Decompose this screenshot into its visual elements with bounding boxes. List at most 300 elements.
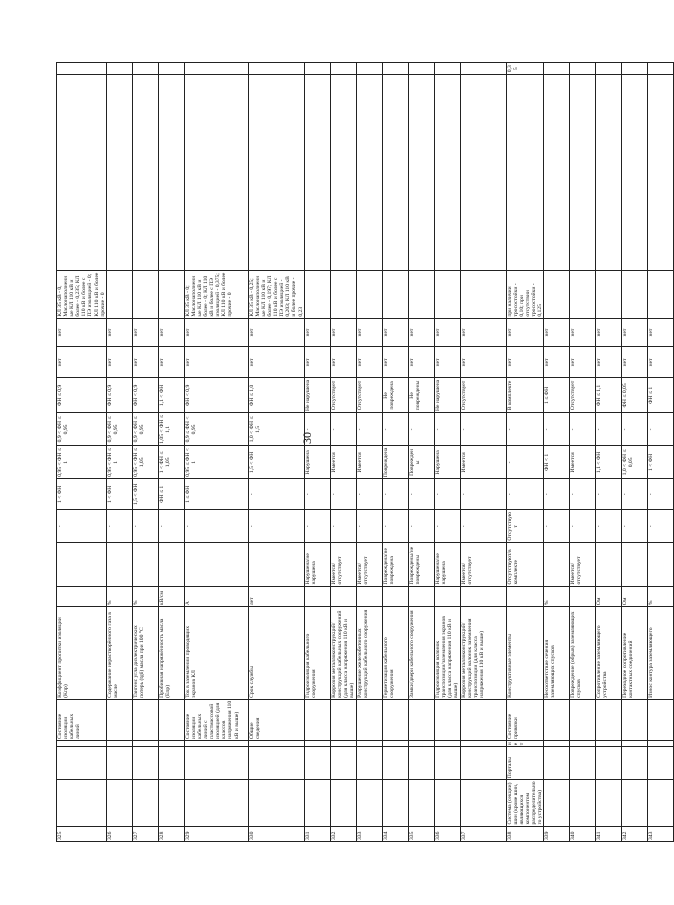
- cell-c3: [106, 741, 132, 747]
- cell-c10: Имеется: [570, 446, 596, 479]
- cell-c7: [158, 543, 184, 586]
- cell-n: 326: [106, 826, 132, 841]
- cell-c14: нет: [570, 318, 596, 347]
- cell-c2: [648, 747, 674, 780]
- cell-c4: [596, 699, 622, 740]
- cell-c8: -: [57, 510, 107, 543]
- cell-c1: [408, 780, 434, 826]
- cell-c2: [570, 747, 596, 780]
- cell-c4: Состояние изоляции кабельных линий: [57, 699, 107, 740]
- cell-c7: Повреждена/не повреждена: [382, 543, 408, 586]
- cell-c15: при наличии тросостойки - 0,10; при отсутствии тросостойки - 0,125: [506, 271, 544, 318]
- cell-c2: [622, 747, 648, 780]
- cell-c11: -: [544, 413, 570, 446]
- cell-n: 330: [248, 826, 304, 841]
- cell-c7: [184, 543, 248, 586]
- cell-c1: [356, 780, 382, 826]
- cell-c16: [132, 75, 158, 271]
- cell-c12: ФН ≤ 0,9: [57, 378, 107, 413]
- cell-c15: [158, 271, 184, 318]
- cell-c12: ФН ≤ 1,0: [248, 378, 304, 413]
- cell-c11: -: [434, 413, 460, 446]
- cell-c11: -: [506, 413, 544, 446]
- cell-c15: [434, 271, 460, 318]
- cell-c17: [106, 63, 132, 76]
- table-body: [57, 63, 674, 842]
- cell-c11: 0,9 ≤ ФН < 0,95: [184, 413, 248, 446]
- cell-c16: [184, 75, 248, 271]
- cell-c16: [382, 75, 408, 271]
- cell-c14: нет: [132, 318, 158, 347]
- cell-c5: Замки/двери кабельного сооружения: [408, 607, 434, 700]
- cell-c5: Гидроизоляция колонок транспозиции/заземления экранов (для класса напряжения 110 кВ и выше): [434, 607, 460, 700]
- cell-c17: [648, 63, 674, 76]
- cell-c11: -: [304, 413, 330, 446]
- cell-c9: -: [596, 479, 622, 510]
- cell-c5: Коэффициент пропитки изоляции (Kпр): [57, 607, 107, 700]
- cell-c11: -: [330, 413, 356, 446]
- cell-c16: [57, 75, 107, 271]
- cell-c2: [132, 747, 158, 780]
- cell-c8: -: [106, 510, 132, 543]
- cell-c11: 1,05 < ФН ≤ 1,1: [158, 413, 184, 446]
- cell-c7: [648, 543, 674, 586]
- cell-c17: [460, 63, 506, 76]
- cell-c17: [408, 63, 434, 76]
- cell-c16: [544, 75, 570, 271]
- cell-c17: [248, 63, 304, 76]
- cell-c12: ФН ≤ 1: [648, 378, 674, 413]
- cell-c15: КЛ 35 кВ - 0,25; Маслонаполненные КЛ 110 кВ и более - 0,197; КЛ 110 кВ и более с ПЭ изоляцией - 0,203; КЛ 110 кВ и более прочие - 0,23: [248, 271, 304, 318]
- cell-c3: [184, 741, 248, 747]
- cell-c4: [434, 699, 460, 740]
- cell-c16: [570, 75, 596, 271]
- cell-c11: -: [382, 413, 408, 446]
- cell-c2: [184, 747, 248, 780]
- cell-c1: [460, 780, 506, 826]
- cell-c5: Коррозия металлоконструкций/конструкций колонок заземления транспозиции (для класса напряжения 110 кВ и выше): [460, 607, 506, 700]
- cell-c3: [304, 741, 330, 747]
- cell-c10: 1,0 < ФН ≤ 0,05: [622, 446, 648, 479]
- cell-c13: нет: [460, 347, 506, 378]
- cell-c1: [544, 780, 570, 826]
- cell-c8: -: [132, 510, 158, 543]
- cell-c2: [158, 747, 184, 780]
- cell-c16: [596, 75, 622, 271]
- cell-c8: -: [570, 510, 596, 543]
- cell-c9: -: [330, 479, 356, 510]
- cell-c14: нет: [408, 318, 434, 347]
- cell-c11: -: [570, 413, 596, 446]
- cell-n: 342: [622, 826, 648, 841]
- table-row: [434, 63, 460, 842]
- cell-c15: [132, 271, 158, 318]
- cell-c10: 1 < ФН ≤ 1,05: [158, 446, 184, 479]
- cell-n: 343: [648, 826, 674, 841]
- cell-n: 341: [596, 826, 622, 841]
- cell-c15: [330, 271, 356, 318]
- cell-c3: [132, 741, 158, 747]
- cell-c13: нет: [506, 347, 544, 378]
- cell-c13: нет: [356, 347, 382, 378]
- cell-c1: [248, 780, 304, 826]
- cell-c5: Гидроизоляция кабельного сооружения: [304, 607, 330, 700]
- cell-c16: [506, 75, 544, 271]
- cell-c5: Переходное сопротивление контактных соединений: [622, 607, 648, 700]
- cell-c3: нет: [506, 741, 544, 747]
- cell-c15: КЛ 35 кВ - 0, Маслонаполненные КЛ 110 кВ и более - 0,235; КЛ 110 кВ и более с ПЭ изоляцией - 0; КЛ 110 кВ и более прочие - 0: [57, 272, 106, 317]
- cell-c9: -: [622, 479, 648, 510]
- cell-c8: -: [460, 510, 506, 543]
- cell-c16: [158, 75, 184, 271]
- cell-n: 332: [330, 826, 356, 841]
- cell-c11: -: [460, 413, 506, 446]
- cell-c10: ФН < 1: [544, 446, 570, 479]
- cell-c14: нет: [184, 318, 248, 347]
- cell-c8: -: [304, 510, 330, 543]
- cell-c17: 0,35: [506, 63, 544, 76]
- cell-c7: Повреждены/не повреждены: [408, 543, 434, 586]
- cell-c5: Сопротивление заземляющего устройства: [596, 607, 622, 700]
- cell-c13: нет: [570, 347, 596, 378]
- cell-c4: [570, 699, 596, 740]
- cell-c14: нет: [460, 318, 506, 347]
- cell-c6: [304, 586, 330, 607]
- cell-c16: [408, 75, 434, 271]
- table-row: [648, 63, 674, 842]
- cell-c16: [648, 75, 674, 271]
- cell-c3: [596, 741, 622, 747]
- cell-c15: [596, 271, 622, 318]
- cell-c7: [622, 543, 648, 586]
- cell-n: 325: [57, 826, 107, 841]
- cell-c5: Пробивная напряжённость масла (Eпр): [158, 607, 184, 700]
- cell-c12: ФН ≤ 1,1: [596, 378, 622, 413]
- cell-c16: [330, 75, 356, 271]
- cell-c4: [622, 699, 648, 740]
- cell-c8: -: [622, 510, 648, 543]
- table-row: [622, 63, 648, 842]
- cell-c2: [408, 747, 434, 780]
- cell-c10: 0,95 ≤ ФН < 1: [184, 446, 248, 479]
- table-row: [330, 63, 356, 842]
- cell-c6: [460, 586, 506, 607]
- cell-c4: Состояние привязки: [506, 699, 544, 740]
- cell-c13: нет: [544, 347, 570, 378]
- table-row: [57, 63, 107, 842]
- cell-c12: Не нарушена: [304, 378, 330, 413]
- cell-c12: Отсутствует: [460, 378, 506, 413]
- cell-c3: [356, 741, 382, 747]
- cell-c17: [57, 63, 107, 76]
- cell-c10: Имеется: [330, 446, 356, 479]
- cell-c8: -: [356, 510, 382, 543]
- cell-c13: нет: [596, 347, 622, 378]
- cell-c3: [648, 741, 674, 747]
- cell-c10: 0,95 < ФН ≤ 1,05: [132, 446, 158, 479]
- cell-c5: Содержание нерастворённого газа в масле: [106, 607, 132, 700]
- cell-c2: [596, 747, 622, 780]
- cell-c15: [648, 271, 674, 318]
- cell-c11: 0,9 < ФН ≤ 0,95: [132, 413, 158, 446]
- cell-c7: [596, 543, 622, 586]
- cell-c12: ФН ≤ 0,05: [622, 378, 648, 413]
- cell-c6: [434, 586, 460, 607]
- cell-c8: -: [184, 510, 248, 543]
- cell-c14: нет: [106, 318, 132, 347]
- cell-c15: [544, 271, 570, 318]
- cell-n: 335: [408, 826, 434, 841]
- cell-c9: 1 ≤ ФН: [184, 479, 248, 510]
- cell-c13: нет: [408, 347, 434, 378]
- table-row: [106, 63, 132, 842]
- cell-c15: [460, 271, 506, 318]
- cell-c11: -: [356, 413, 382, 446]
- cell-c4: [648, 699, 674, 740]
- cell-c15: [622, 271, 648, 318]
- cell-c15: [382, 271, 408, 318]
- cell-c7: [132, 543, 158, 586]
- cell-c9: 1 < ФН: [106, 479, 132, 510]
- cell-c3: [460, 741, 506, 747]
- cell-c14: нет: [330, 318, 356, 347]
- cell-c5: Тангенс угла диэлектрических потерь (tgδ) масла при 100 °С: [132, 607, 158, 700]
- cell-n: 338: [506, 826, 544, 841]
- cell-c6: [330, 586, 356, 607]
- cell-n: 339: [544, 826, 570, 841]
- cell-c1: [57, 780, 107, 826]
- cell-c10: Повреждены: [408, 446, 434, 479]
- cell-c9: -: [460, 479, 506, 510]
- cell-c17: [570, 63, 596, 76]
- cell-c9: -: [506, 479, 544, 510]
- cell-n: 336: [434, 826, 460, 841]
- cell-c1: [330, 780, 356, 826]
- cell-c16: [248, 75, 304, 271]
- cell-c7: [248, 543, 304, 586]
- cell-n: 334: [382, 826, 408, 841]
- cell-c2: [304, 747, 330, 780]
- cell-c2: [330, 747, 356, 780]
- cell-c17: [596, 63, 622, 76]
- cell-c7: Отсутствуют/в комплекте: [506, 543, 544, 586]
- cell-c1: [132, 780, 158, 826]
- cell-c4: [408, 699, 434, 740]
- cell-c7: Имеется/отсутствует: [330, 543, 356, 586]
- cell-c3: [570, 741, 596, 747]
- cell-c11: -: [408, 413, 434, 446]
- cell-c16: [356, 75, 382, 271]
- cell-n: 340: [570, 826, 596, 841]
- cell-c7: Нарушена/не нарушена: [304, 543, 330, 586]
- cell-c16: [434, 75, 460, 271]
- cell-c17: [184, 63, 248, 76]
- cell-c6: [57, 586, 107, 607]
- cell-c9: -: [570, 479, 596, 510]
- table-row: [356, 63, 382, 842]
- cell-c9: -: [248, 479, 304, 510]
- cell-c6: [570, 586, 596, 607]
- cell-c12: Отсутствует: [570, 378, 596, 413]
- cell-c1: [158, 780, 184, 826]
- cell-c1: [304, 780, 330, 826]
- cell-c9: -: [648, 479, 674, 510]
- cell-c6: Ом: [622, 586, 648, 607]
- cell-c7: Нарушена/не нарушена: [434, 543, 460, 586]
- cell-c1: [184, 780, 248, 826]
- cell-c12: ФН < 0,9: [132, 378, 158, 413]
- cell-c12: Отсутствует: [330, 378, 356, 413]
- cell-c14: нет: [382, 318, 408, 347]
- cell-c5: Конструктивные элементы: [506, 607, 544, 700]
- cell-c12: В комплекте: [506, 378, 544, 413]
- cell-c2: [57, 747, 107, 780]
- cell-c7: [106, 543, 132, 586]
- cell-c13: нет: [330, 347, 356, 378]
- cell-c4: [544, 699, 570, 740]
- cell-c13: нет: [622, 347, 648, 378]
- cell-c9: -: [434, 479, 460, 510]
- cell-c7: [544, 543, 570, 586]
- cell-c15: [106, 271, 132, 318]
- cell-c1: [622, 780, 648, 826]
- cell-c5: Герметизация кабельного сооружения: [382, 607, 408, 700]
- cell-c11: 0,9 < ФН ≤ 0,95: [57, 413, 107, 446]
- cell-c12: Не нарушена: [434, 378, 460, 413]
- cell-c5: Несоответствие сечения заземляющих спусков: [544, 607, 570, 700]
- cell-c14: нет: [544, 318, 570, 347]
- cell-c17: [330, 63, 356, 76]
- cell-c17: [304, 63, 330, 76]
- cell-c2: [248, 747, 304, 780]
- cell-c12: 1,1 < ФН: [158, 378, 184, 413]
- cell-n: 337: [460, 826, 506, 841]
- cell-c10: Нарушена: [434, 446, 460, 479]
- cell-c3: [434, 741, 460, 747]
- cell-c12: 1 ≤ ФН: [544, 378, 570, 413]
- table-row: [248, 63, 304, 842]
- cell-c7: Имеется/отсутствует: [570, 543, 596, 586]
- cell-c6: [506, 586, 544, 607]
- table-row: [570, 63, 596, 842]
- cell-c9: 1 < ФН: [57, 479, 107, 510]
- cell-c2: Порталы: [506, 747, 544, 780]
- table-row: [596, 63, 622, 842]
- cell-c15: [356, 271, 382, 318]
- cell-c14: нет: [506, 318, 544, 347]
- cell-c3: [544, 741, 570, 747]
- cell-c11: 1,0 < ФН ≤ 1,5: [248, 413, 304, 446]
- cell-n: 328: [158, 826, 184, 841]
- cell-c17: [622, 63, 648, 76]
- cell-c8: -: [382, 510, 408, 543]
- cell-c7: Имеется/отсутствует: [356, 543, 382, 586]
- cell-c4: Общие сведения: [248, 699, 304, 740]
- cell-c12: Не повреждены: [408, 378, 434, 413]
- cell-c1: [648, 780, 674, 826]
- cell-c4: Состояние изоляции кабельных линий с пластмассовой изоляцией (для классов напряжения 110 кВ и выше): [184, 699, 248, 740]
- cell-c15: [408, 271, 434, 318]
- cell-c14: нет: [158, 318, 184, 347]
- table-row: [506, 63, 544, 842]
- cell-c1: [382, 780, 408, 826]
- cell-c2: [460, 747, 506, 780]
- cell-c11: -: [596, 413, 622, 446]
- cell-c5: Ток в заземлении проводящих экранов КЛ: [184, 607, 248, 700]
- cell-c16: [304, 75, 330, 271]
- cell-c9: 1,5 < ФН: [132, 479, 158, 510]
- cell-c5: Износ контура заземляющего: [648, 607, 674, 700]
- cell-c5: Разрушение железобетонных конструкций кабельного сооружения: [356, 607, 382, 700]
- cell-c17: [158, 63, 184, 76]
- cell-c6: лет: [248, 586, 304, 607]
- cell-n: 333: [356, 826, 382, 841]
- cell-c1: [434, 780, 460, 826]
- cell-c13: нет: [648, 347, 674, 378]
- cell-c6: Ом: [596, 586, 622, 607]
- cell-c10: Имеется: [460, 446, 506, 479]
- cell-c9: ФН ≤ 1: [158, 479, 184, 510]
- cell-c5: Повреждение (обрыв) заземляющих спусков: [570, 607, 596, 700]
- cell-c7: Имеется/отсутствует: [460, 543, 506, 586]
- cell-c4: [304, 699, 330, 740]
- cell-c9: -: [544, 479, 570, 510]
- cell-c4: [460, 699, 506, 740]
- cell-c12: ФН < 0,9: [184, 378, 248, 413]
- cell-n: 331: [304, 826, 330, 841]
- cell-c9: -: [356, 479, 382, 510]
- cell-c6: [408, 586, 434, 607]
- cell-c8: -: [158, 510, 184, 543]
- cell-c13: нет: [106, 347, 132, 378]
- table-row: [408, 63, 434, 842]
- cell-c8: -: [596, 510, 622, 543]
- cell-c3: [382, 741, 408, 747]
- cell-c6: %: [544, 586, 570, 607]
- cell-c13: нет: [158, 347, 184, 378]
- cell-c4: [356, 699, 382, 740]
- cell-c17: [544, 63, 570, 76]
- cell-c8: -: [408, 510, 434, 543]
- cell-c11: 0,9 < ФН ≤ 0,95: [106, 413, 132, 446]
- table-row: [382, 63, 408, 842]
- cell-c13: нет: [57, 347, 107, 378]
- cell-c10: Повреждена: [382, 446, 408, 479]
- cell-c3: [330, 741, 356, 747]
- cell-c5: Коррозия металлоконструкций/конструкций кабельных сооружений (для класса напряжения 110 кВ и выше): [330, 607, 356, 700]
- table-row: [184, 63, 248, 842]
- cell-c14: нет: [356, 318, 382, 347]
- table-row: [304, 63, 330, 842]
- cell-c11: -: [648, 413, 674, 446]
- cell-c6: А: [184, 586, 248, 607]
- cell-c11: -: [622, 413, 648, 446]
- cell-c6: кВ/см: [158, 586, 184, 607]
- cell-c8: -: [330, 510, 356, 543]
- cell-c4: [330, 699, 356, 740]
- cell-c1: [106, 780, 132, 826]
- cell-c16: [106, 75, 132, 271]
- cell-c13: нет: [132, 347, 158, 378]
- cell-c13: нет: [382, 347, 408, 378]
- cell-c8: -: [544, 510, 570, 543]
- cell-c8: Отсутствуют: [506, 510, 544, 543]
- cell-c6: [382, 586, 408, 607]
- cell-c10: Имеется: [356, 446, 382, 479]
- cell-c3: [158, 741, 184, 747]
- table-row: [544, 63, 570, 842]
- cell-c15: КЛ 35 кВ - 0; Маслонаполненные КЛ 110 кВ и более - 0; КЛ 110 кВ и более с ПЭ изоляцией - 0,375; КЛ 110 кВ и более прочие - 0: [184, 271, 248, 318]
